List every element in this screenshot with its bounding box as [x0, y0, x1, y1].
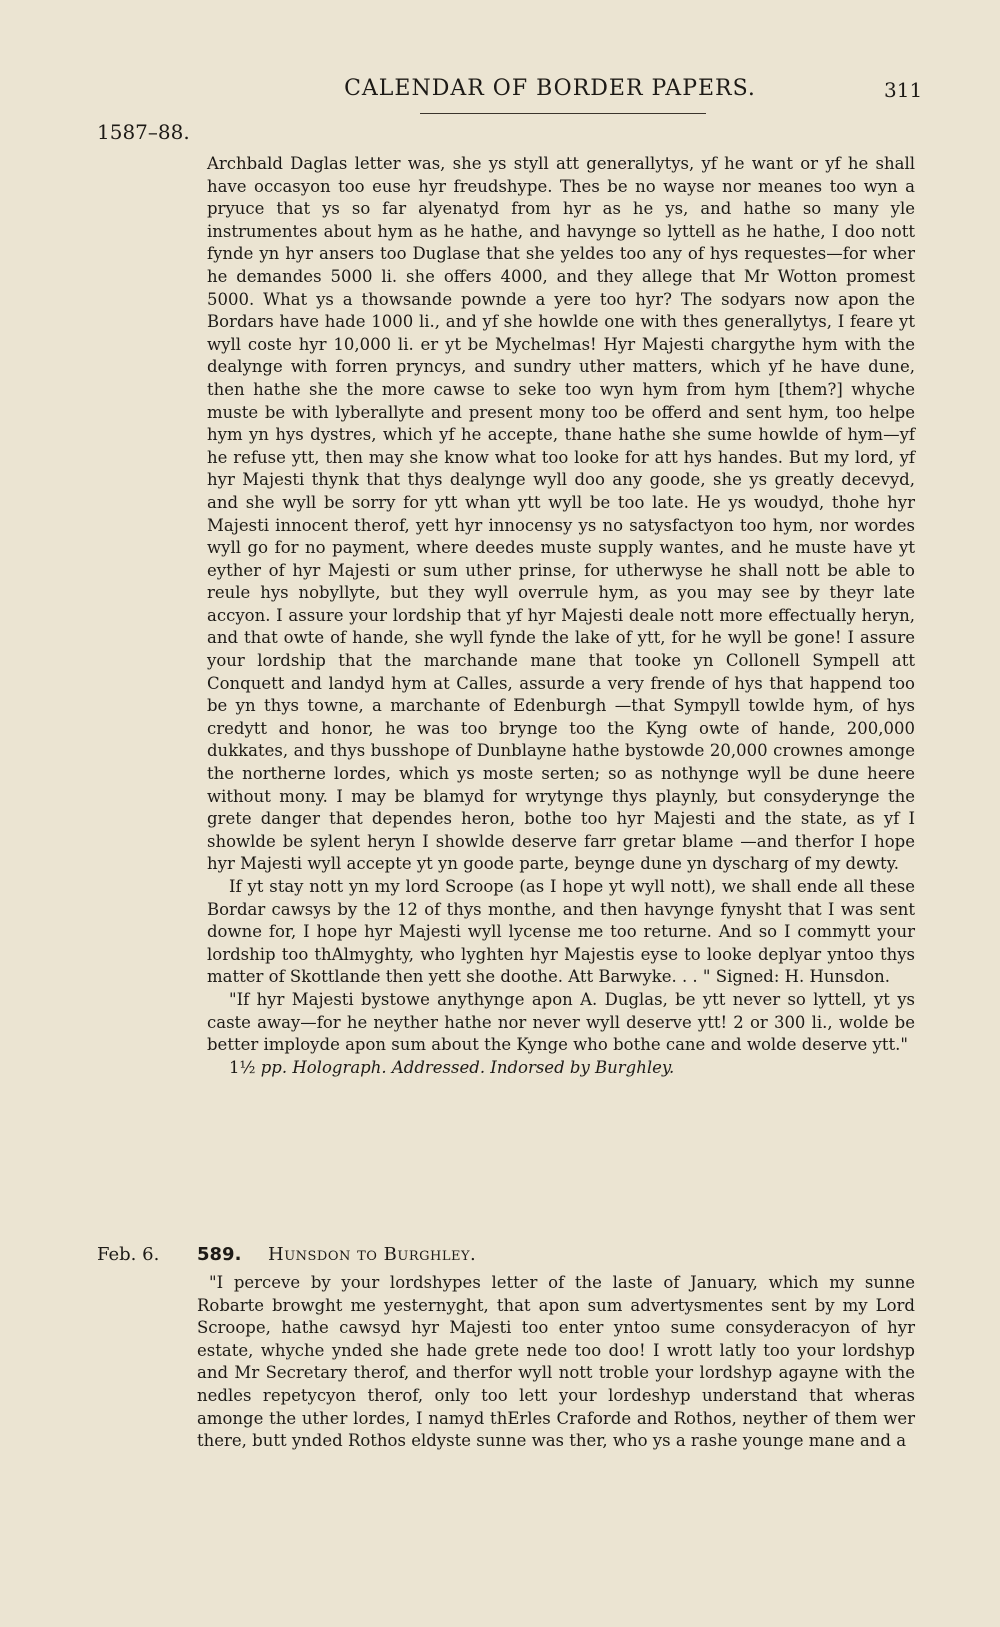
entry-date: Feb. 6. — [97, 1244, 160, 1265]
paragraph: "If hyr Majesti bystowe anythynge apon A. Duglas, be ytt never so lyttell, yt ys caste away—for he neyther hathe nor never wyll deserve ytt! 2 or 300 li., wolde be better imployde apon sum about the Kynge who bothe cane and wolde deserve ytt." — [207, 989, 915, 1055]
header-rule — [420, 113, 706, 114]
page-number: 311 — [884, 78, 923, 102]
entry-number: 589. — [197, 1244, 242, 1265]
paragraph: "I perceve by your lordshypes letter of the laste of January, which my sunne Robarte browght me yesternyght, that apon sum advertysmentes sent by my Lord Scroope, hathe cawsyd hyr Majesti too enter yntoo sume consyderacyon of hyr estate, whyche ynded she hade grete nede too doo! I wrott latly too your lordshyp and Mr Secretary therof, and therfor wyll nott troble your lordshyp agayne with the nedles repetycyon therof, only too lett your lordeshyp understand that wheras amonge the uther lordes, I namyd thErles Craforde and Rothos, neyther of them wer there, butt ynded Rothos eldyste sunne was ther, who ys a rashe younge mane and a — [197, 1273, 915, 1451]
paragraph: If yt stay nott yn my lord Scroope (as I hope yt wyll nott), we shall ende all these Bordar cawsys by the 12 of thys monthe, and then havynge fynysht that I was sent downe for, I hope hyr Majesti wyll lycense me too returne. And so I commytt your lordship too thAlmyghty, who lyghten hyr Majestis eyse to looke deplyar yntoo thys matter of Skottlande then yett she doothe. Att Barwyke. . . " Signed: H. Hunsdon. — [207, 877, 915, 987]
running-header-title: CALENDAR OF BORDER PAPERS. — [344, 76, 756, 101]
paragraph: Archbald Daglas letter was, she ys styll att generallytys, yf he want or yf he shall have occasyon too euse hyr freudshype. Thes be no wayse nor meanes too wyn a pryuce that ys so far alyenatyd from hyr as he ys, and hathe so many yle instrumentes about hym as he hathe, and havynge so lyttell as he hathe, I doo nott fynde yn hyr ansers too Duglase that she yeldes too any of hys requestes—for wher he demandes 5000 li. she offers 4000, and they allege that Mr Wotton promest 5000. What ys a thowsande pownde a yere too hyr? The sodyars now apon the Bordars have hade 1000 li., and yf she howlde one with thes generallytys, I feare yt wyll coste hyr 10,000 li. er yt be Mychelmas! Hyr Majesti chargythe hym with the dealynge with forren pryncys, and sundry uther matters, which yf he have dune, then hathe she the more cawse to seke too wyn hym from hym [them?] whyche muste be with lyberallyte and present mony too be offerd and sent hym, too helpe hym yn hys dystres, which yf he accepte, thane hathe she sume howlde of hym—yf he refuse ytt, then may she know what too looke for att hys handes. But my lord, yf hyr Majesti thynk that thys dealynge wyll doo any goode, she ys greatly decevyd, and she wyll be sorry for ytt whan ytt wyll be too late. He ys woudyd, thohe hyr Majesti innocent therof, yett hyr innocensy ys no satysfactyon too hym, nor wordes wyll go for no payment, where deedes muste supply wantes, and he muste have yt eyther of hyr Majesti or sum uther prinse, for utherwyse he shall nott be able to reule hys nobyllyte, but they wyll overrule hym, as you may see by theyr late accyon. I assure your lordship that yf hyr Majesti deale nott more effectually heryn, and that owte of hande, she wyll fynde the lake of ytt, for he wyll be gone! I assure your lordship that the marchande mane that tooke yn Collonell Sympell att Conquett and landyd hym at Calles, assurde a very frende of hys that happend too be yn thys towne, a marchante of Edenburgh —that Sympyll towlde hym, of hys credytt and honor, he was too brynge too the Kyng owte of hande, 200,000 dukkates, and thys busshope of Dunblayne hathe bystowde 20,000 crownes amonge the northerne lordes, which ys moste serten; so as nothynge wyll be dune heere without mony. I may be blamyd for wrytynge thys playnly, but consyderynge the grete danger that dependes heron, bothe too hyr Majesti and the state, as yf I showlde be sylent heryn I showlde deserve farr gretar blame —and therfor I hope hyr Majesti wyll accepte yt yn goode parte, beynge dune yn dyscharg of my dewty. — [207, 154, 915, 874]
margin-year: 1587–88. — [97, 120, 190, 144]
entry-body — [197, 1272, 915, 1453]
note-text: pp. Holograph. Addressed. Indorsed by Burghley. — [260, 1057, 675, 1077]
document-note — [207, 1057, 915, 1080]
letter-body — [207, 153, 915, 1079]
note-pages: 1½ — [229, 1057, 256, 1077]
entry-title: Hunsdon to Burghley. — [268, 1244, 477, 1265]
